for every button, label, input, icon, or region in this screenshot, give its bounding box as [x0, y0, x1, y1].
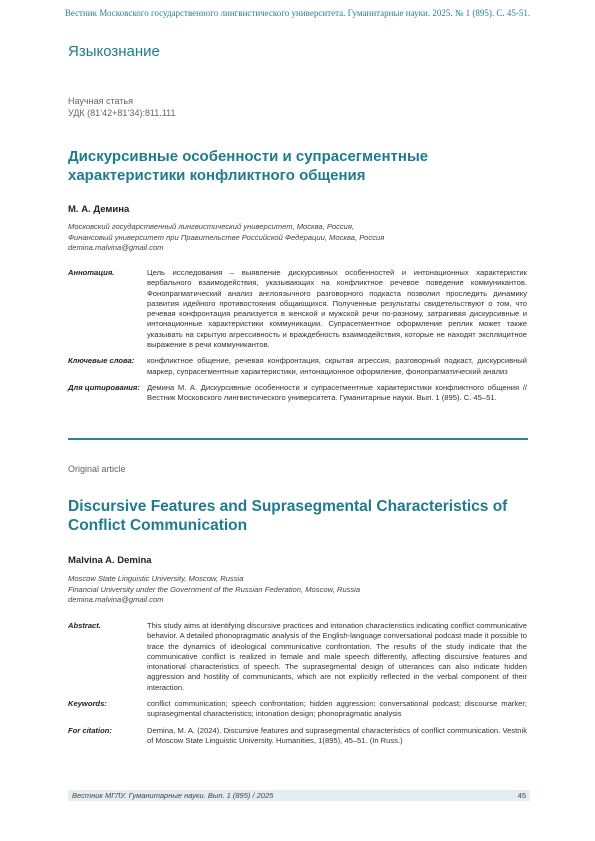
meta-label: Abstract. [68, 621, 101, 630]
section-title: Языкознание [68, 43, 160, 60]
affiliation-line: Moscow State Linguistic University, Moscow, Russia [68, 574, 244, 583]
author-en: Malvina A. Demina [68, 555, 152, 566]
footer-journal: Вестник МГЛУ. Гуманитарные науки. Вып. 1 (895) / 2025 [72, 791, 274, 800]
author-email[interactable]: demina.malvina@gmail.com [68, 243, 164, 252]
affiliation-line: Московский государственный лингвистический университет, Москва, Россия, [68, 222, 355, 231]
article-title-en: Discursive Features and Suprasegmental Characteristics of Conflict Communication [68, 498, 508, 534]
citation-text: Demina, M. A. (2024). Discursive features and suprasegmental characteristics of conflict communication. Vestnik of Moscow State Linguistic University. Humanities, 1(895), 45–51. (In Russ.) [147, 725, 527, 745]
article-title-ru: Дискурсивные особенности и супрасегментные характеристики конфликтного общения [68, 148, 429, 184]
page-number: 45 [517, 791, 526, 800]
affiliations-ru [68, 222, 538, 254]
page-footer [68, 790, 530, 801]
meta-label: Для цитирования: [68, 382, 140, 392]
abstract-row-ru [68, 268, 527, 350]
citation-row-ru [68, 383, 527, 404]
section-divider [68, 438, 528, 440]
affiliation-line: Финансовый университет при Правительстве Российской Федерации, Москва, Россия [68, 232, 385, 242]
article-type-ru: Научная статья [68, 96, 133, 106]
abstract-text: Цель исследования – выявление дискурсивных особенностей и интонационных характеристик вербального взаимодействия, указывающих на конфликтное речевое поведение коммуникантов. Фонопрагматический анализ англоязычного разговорного подкаста позволил проследить динамику развития идейного противостояния общающихся. Полученные результаты свидетельствуют о том, что речевая конфронтация реализуется в женской и мужской речи по-разному, затрагивая дискурсивные и интонационные характеристики коммуникации. Супрасегментное оформление реплик может также указывать на скрытую агрессивность и враждебность взаимодействия, которые не находят эксплицитное выражение в речи коммуникантов. [147, 268, 527, 350]
affiliation-line: Financial University under the Government of the Russian Federation, Moscow, Russia [68, 584, 361, 594]
keywords-text: conflict communication; speech confrontation; hidden aggression; conversational podcast; discourse marker; suprasegmental characteristics; intonation design; phonopragmatic analysis [147, 699, 527, 719]
keywords-text: конфликтное общение, речевая конфронтация, скрытая агрессия, разговорный подкаст, дискурсивный маркер, супрасегментные характеристики, интонационное оформление, фонопрагматический анализ [147, 356, 527, 376]
journal-header: Вестник Московского государственного лингвистического университета. Гуманитарные науки. 2025. № 1 (895). С. 45-51. [64, 8, 531, 18]
metadata-ru [68, 268, 527, 410]
abstract-row-en [68, 621, 527, 693]
author-email[interactable]: demina.malvina@gmail.com [68, 595, 164, 604]
affiliations-en [68, 574, 538, 606]
citation-row-en [68, 726, 527, 747]
abstract-text: This study aims at identifying discursive practices and intonation characteristics indicating conflict communicative behavior. A detailed phonopragmatic analysis of the English-language conversational podcast made it possible to trace the dynamics of ideological communicative confrontation. The results of the study indicate that the communicative conflict is realized in female and male speech differently, affecting discursive features and intonational characteristics of speech. The suprasegmental design of utterances can also indicate hidden aggression and hostility of communicants, which are not explicitly reflected in the verbal component of their interaction. [147, 621, 527, 692]
keywords-row-en [68, 699, 527, 720]
meta-label: For citation: [68, 725, 112, 735]
citation-text: Демина М. А. Дискурсивные особенности и супрасегментные характеристики конфликтного общения // Вестник Московского лингвистического университета. Гуманитарные науки. Вып. 1 (895). С. 45–51. [147, 382, 527, 403]
meta-label: Аннотация. [68, 268, 115, 277]
metadata-en [68, 621, 527, 752]
meta-label: Ключевые слова: [68, 356, 135, 366]
meta-label: Keywords: [68, 699, 107, 709]
keywords-row-ru [68, 356, 527, 377]
udc-code: УДК (81’42+81’34):811.111 [68, 108, 176, 118]
article-type-en: Original article [68, 464, 126, 474]
author-ru: М. А. Демина [68, 204, 130, 215]
